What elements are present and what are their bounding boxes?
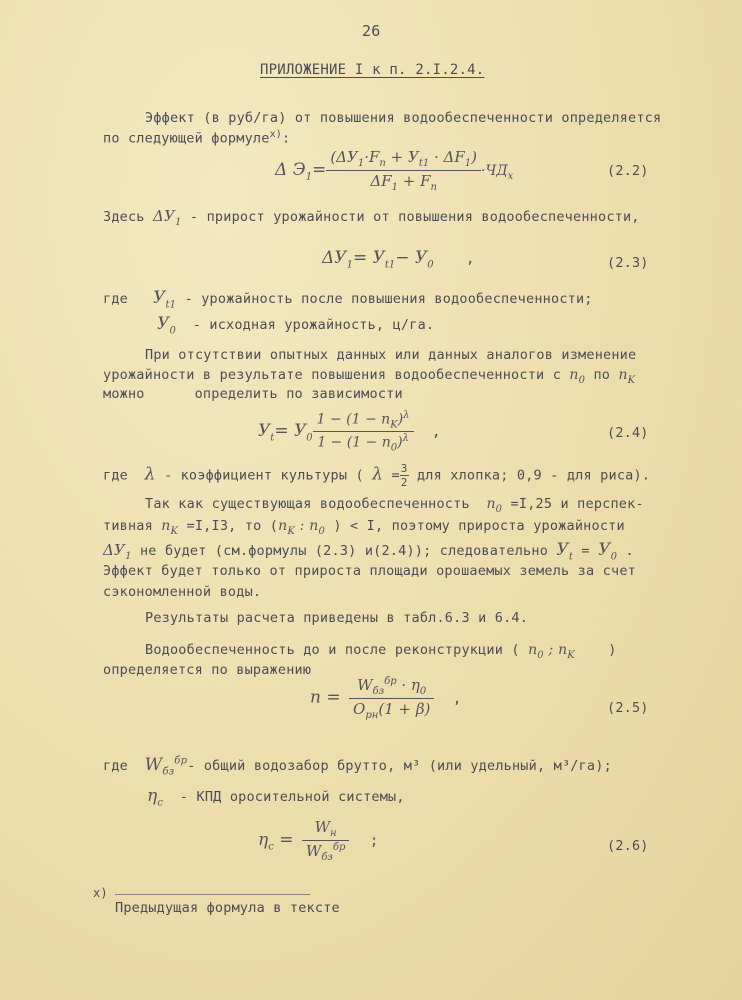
equation-number-2-5: (2.5) <box>607 700 649 716</box>
paragraph-intro-line1: Эффект (в руб/га) от повышения водообеспеченности определяется <box>145 110 662 126</box>
equation-number-2-3: (2.3) <box>607 255 649 271</box>
footnote-divider <box>115 894 310 895</box>
eta-definition: $\eta_c$ - КПД оросительной системы, <box>147 786 405 809</box>
paragraph-3-line3: $\Delta У_1$ не будет (см.формулы (2.3) и(2.4)); следовательно $У_t = У_0$ . <box>103 540 634 563</box>
paragraph-2-line3: можно определить по зависимости <box>103 386 403 402</box>
Y0-definition: $У_0$ - исходная урожайность, ц/га. <box>157 314 435 337</box>
equation-number-2-4: (2.4) <box>607 425 649 441</box>
paragraph-5-line1: Водообеспеченность до и после реконструкции ( $n_0$ ; $n_K$ ) <box>145 642 617 661</box>
paragraph-5-line2: определяется по выражению <box>103 662 312 678</box>
equation-number-2-2: (2.2) <box>607 163 649 179</box>
paragraph-3-line5: сэкономленной воды. <box>103 584 262 600</box>
lambda-definition: где λ - коэффициент культуры ( λ = $\frac{3}{2}$ для хлопка; 0,9 - для риса). <box>103 462 651 489</box>
paragraph-3-line2: тивная $n_K =I,I3$, то ($n_K$ : $n_0$ ) < I, поэтому прироста урожайности <box>103 518 625 537</box>
page-title: ПРИЛОЖЕНИЕ I к п. 2.I.2.4. <box>260 62 485 78</box>
equation-2-2: Δ $Э_1=$ $\frac{(\Delta У_1\cdot F_n + У_{t1} \cdot \Delta F_1)}{\Delta F_1 + F_n}$ $\cdot ЧД_x$ <box>275 148 514 193</box>
equation-2-4: $У_t= У_0$ $\frac{1 - (1 - n_K)^\lambda}{1 - (1 - n_0)^\lambda}$ , <box>258 410 441 454</box>
paragraph-results: Результаты расчета приведены в табл.6.3 и 6.4. <box>145 610 529 626</box>
equation-2-3: $\Delta У_1= У_{t1}- У_0$ , <box>322 248 475 271</box>
footnote-text: Предыдущая формула в тексте <box>115 900 340 916</box>
paragraph-2-line2: урожайности в результате повышения водообеспеченности с $n_0$ по $n_K$ <box>103 367 636 386</box>
dY1-definition: Здесь $\Delta У_1$ - прирост урожайности от повышения водообеспеченности, <box>103 207 640 228</box>
paragraph-3-line1: Так как существующая водообеспеченность $n_0 =I,25$ и перспек- <box>145 496 644 515</box>
paragraph-2-line1: При отсутствии опытных данных или данных аналогов изменение <box>145 347 637 363</box>
Wbz-definition: где $W_{бз}^{бр}-$ общий водозабор брутто, м³ (или удельный, м³/га); <box>103 755 612 778</box>
page-number: 26 <box>362 22 381 40</box>
equation-2-5: n = $\frac{W_{бз}^{бр} \cdot \eta_0}{O_{рн}(1 + \beta)}$ , <box>310 676 462 721</box>
paragraph-3-line4: Эффект будет только от прироста площади орошаемых земель за счет <box>103 563 636 579</box>
footnote-mark: x) <box>93 886 108 900</box>
footnote-marker: x) <box>269 129 283 140</box>
paragraph-intro-line2: по следующей формуле$^{x)}$: <box>103 129 291 147</box>
equation-2-6: $\eta_c$ = $\frac{W_н}{W_{бз}^{бр}}$ ; <box>258 818 379 863</box>
equation-number-2-6: (2.6) <box>607 838 649 854</box>
Yt1-definition: где $У_{t1}$ - урожайность после повышения водообеспеченности; <box>103 288 593 311</box>
